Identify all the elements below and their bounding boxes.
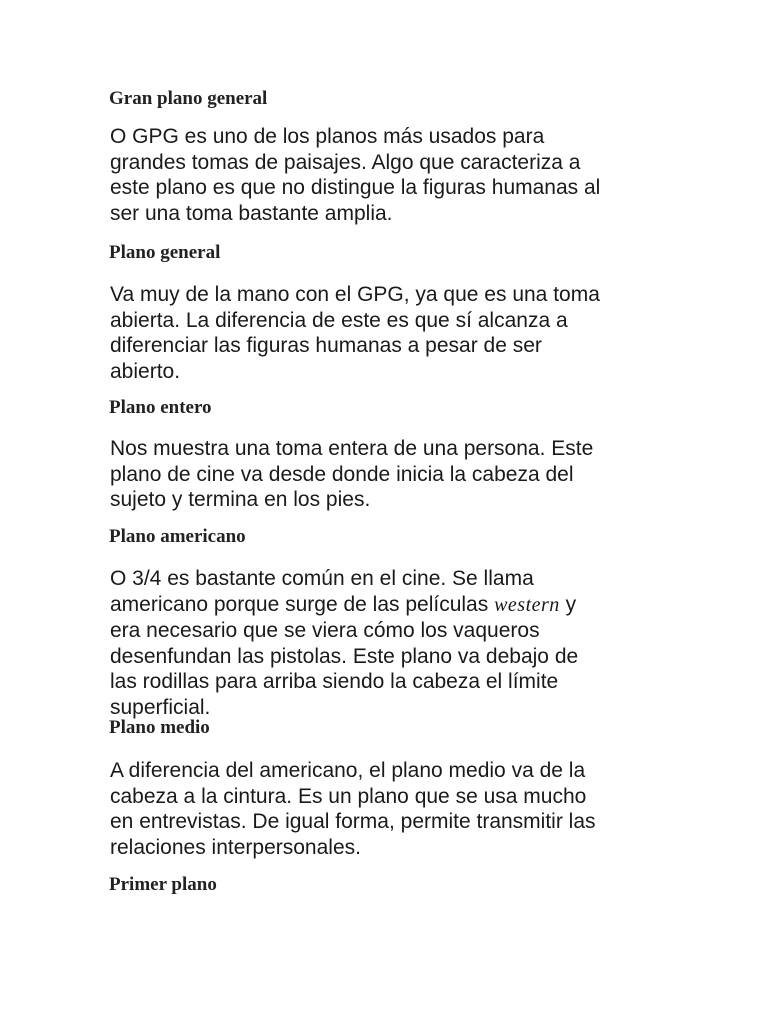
section-paragraph-plano-entero	[110, 436, 670, 513]
paragraph-line: grandes tomas de paisajes. Algo que caracteriza a	[110, 150, 581, 174]
paragraph-line: diferenciar las figuras humanas a pesar de ser	[110, 334, 542, 357]
emphasized-word: western	[494, 593, 560, 616]
paragraph-line: las rodillas para arriba siendo la cabeza el límite	[110, 670, 559, 693]
section-heading-plano-americano: Plano americano	[109, 526, 246, 547]
section-paragraph-plano-general	[110, 282, 670, 384]
paragraph-line: en entrevistas. De igual forma, permite transmitir las	[110, 810, 596, 833]
section-heading-plano-entero: Plano entero	[109, 397, 212, 418]
paragraph-line: O GPG es uno de los planos más usados para	[110, 125, 545, 148]
paragraph-line: abierto.	[110, 359, 181, 383]
section-paragraph-plano-americano	[110, 566, 670, 720]
section-paragraph-plano-medio	[110, 758, 670, 860]
paragraph-line	[110, 592, 670, 619]
paragraph-line: ser una toma bastante amplia.	[110, 201, 393, 225]
paragraph-line: desenfundan las pistolas. Este plano va debajo de	[110, 644, 579, 668]
paragraph-text: americano porque surge de las películas	[110, 592, 489, 616]
paragraph-line: relaciones interpersonales.	[110, 835, 361, 859]
paragraph-line: plano de cine va desde donde inicia la cabeza del	[110, 462, 574, 486]
section-heading-plano-medio: Plano medio	[109, 717, 210, 738]
section-heading-primer-plano: Primer plano	[109, 874, 217, 895]
paragraph-line: O 3/4 es bastante común en el cine. Se llama	[110, 567, 534, 590]
paragraph-line: cabeza a la cintura. Es un plano que se usa mucho	[110, 784, 587, 808]
paragraph-line: sujeto y termina en los pies.	[110, 488, 371, 511]
paragraph-line: abierta. La diferencia de este es que sí alcanza a	[110, 308, 568, 332]
section-heading-plano-general: Plano general	[109, 242, 221, 263]
paragraph-line: A diferencia del americano, el plano medio va de la	[110, 759, 586, 782]
paragraph-line: Va muy de la mano con el GPG, ya que es una toma	[110, 283, 600, 306]
paragraph-line: era necesario que se viera cómo los vaqueros	[110, 619, 540, 642]
paragraph-text: y	[565, 592, 577, 616]
paragraph-line: superficial.	[110, 695, 211, 719]
paragraph-line: este plano es que no distingue la figuras humanas al	[110, 176, 601, 199]
section-paragraph-gran-plano-general	[110, 124, 670, 226]
paragraph-line: Nos muestra una toma entera de una persona. Este	[110, 437, 594, 460]
section-heading-gran-plano-general: Gran plano general	[109, 88, 268, 109]
